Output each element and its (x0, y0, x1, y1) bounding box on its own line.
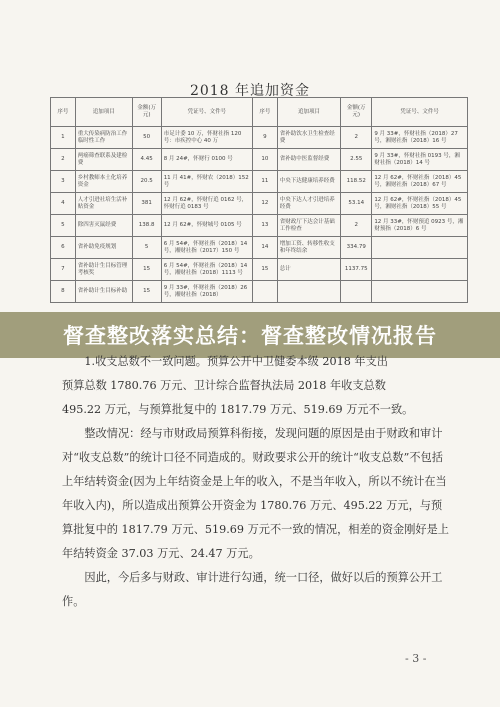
table-cell (372, 281, 468, 303)
fund-table (50, 97, 468, 303)
table-cell: 增加工资、转移性收支和年终结余 (277, 237, 340, 259)
table-cell: 11 月 41#，怀财农（2018）152 号 (161, 171, 252, 193)
table-cell: 2 (51, 149, 76, 171)
table-cell: 9 (253, 127, 278, 149)
table-cell: 12 月 62#，怀财社指（2018）45 号，湘财社指（2018）55 号 (372, 193, 468, 215)
table-cell: 14 (253, 237, 278, 259)
table-cell: 12 月 62#，怀财行追 0162 号，怀财行追 0183 号 (161, 193, 252, 215)
table-row (51, 281, 468, 303)
table-cell: 两癌筛查联系及建检费 (75, 149, 132, 171)
table-cell: 6 月 54#，怀财社指（2018）14 号，湘财社指（2018）1113 号 (161, 259, 252, 281)
table-cell: 12 月 62#，怀财社指（2018）45 号，湘财社指（2018）67 号 (372, 171, 468, 193)
table-cell: 334.79 (341, 237, 372, 259)
table-header-row (51, 98, 468, 127)
table-cell: 20.5 (132, 171, 161, 193)
issue-line: 495.22 万元，与预算批复中的 1817.79 万元、519.69 万元不一致。 (62, 403, 414, 416)
table-cell: 2.55 (341, 149, 372, 171)
table-row (51, 259, 468, 281)
table-row (51, 193, 468, 215)
table-cell (253, 281, 278, 303)
table-cell: 省补助免疫规划 (75, 237, 132, 259)
table-cell: 138.8 (132, 215, 161, 237)
header-cell: 凭证号、文件号 (161, 98, 252, 127)
table-cell: 9 月 33#，怀财社指（2018）27 号，湘财社指（2018）16 号 (372, 127, 468, 149)
table-cell: 118.52 (341, 171, 372, 193)
table-cell: 人才引进社培生活补贴资金 (75, 193, 132, 215)
header-cell: 金额(万元) (132, 98, 161, 127)
table-cell: 乡村教师本土化培养资金 (75, 171, 132, 193)
table-cell: 9 月 33#，怀财社指 0193 号，湘财社指（2018）14 号 (372, 149, 468, 171)
table-cell: 中央下达健康培养经费 (277, 171, 340, 193)
table-title: 2018 年追加资金 (189, 83, 311, 99)
table-cell: 13 (253, 215, 278, 237)
header-cell: 序号 (253, 98, 278, 127)
table-cell: 5 (51, 215, 76, 237)
table-cell: 12 (253, 193, 278, 215)
issue-heading: 1.收支总数不一致问题。预算公开中卫健委本级 2018 年支出 (84, 355, 388, 368)
table-cell: 省补助计生目标管理考核奖 (75, 259, 132, 281)
table-cell: 6 (51, 237, 76, 259)
header-cell: 追加项目 (277, 98, 340, 127)
report-body (62, 350, 452, 614)
table-cell: 重大传染病防治工作临时性工作 (75, 127, 132, 149)
table-cell: 中央下达人才引进培养经费 (277, 193, 340, 215)
table-cell: 15 (253, 259, 278, 281)
header-cell: 序号 (51, 98, 76, 127)
table-cell (341, 281, 372, 303)
page-number: - 3 - (405, 652, 427, 665)
table-cell: 1 (51, 127, 76, 149)
table-cell: 省补助饮水卫生检查经费 (277, 127, 340, 149)
table-row (51, 237, 468, 259)
table-cell: 3 (51, 171, 76, 193)
table-cell: 8 (51, 281, 76, 303)
table-cell: 9 月 33#，怀财社指（2018）26 号，湘财社指（2018） (161, 281, 252, 303)
table-cell: 381 (132, 193, 161, 215)
table-cell: 总计 (277, 259, 340, 281)
table-cell: 12 月 33#，怀财预追 0923 号，湘财预指（2018）6 号 (372, 215, 468, 237)
table-row (51, 215, 468, 237)
table-cell: 市足计委 10 万，怀财社指 120 号：市疾控中心 40 万 (161, 127, 252, 149)
table-cell (277, 281, 340, 303)
table-cell: 除四害灭鼠经费 (75, 215, 132, 237)
table-cell: 6 月 54#，怀财社指（2018）14 号，湘财社指（2017）150 号 (161, 237, 252, 259)
table-cell: 2 (341, 127, 372, 149)
banner-title: 督查整改落实总结：督查整改情况报告 (63, 324, 437, 348)
conclusion-paragraph: 因此，今后多与财政、审计进行勾通，统一口径，做好以后的预算公开工作。 (62, 571, 443, 608)
table-cell: 1137.75 (341, 259, 372, 281)
table-cell: 15 (132, 259, 161, 281)
table-row (51, 171, 468, 193)
table-cell: 2 (341, 215, 372, 237)
table-cell: 5 (132, 237, 161, 259)
issue-line: 预算总数 1780.76 万元、卫计综合监督执法局 2018 年收支总数 (62, 379, 386, 392)
header-cell: 凭证号、文件号 (372, 98, 468, 127)
table-row (51, 149, 468, 171)
table-cell: 省补助计生目标补助 (75, 281, 132, 303)
table-cell (372, 237, 468, 259)
table-cell: 4 (51, 193, 76, 215)
header-cell: 金额(万元) (341, 98, 372, 127)
table-cell: 7 (51, 259, 76, 281)
table-cell: 53.14 (341, 193, 372, 215)
table-cell: 省补助中医监督经费 (277, 149, 340, 171)
table-cell: 4.45 (132, 149, 161, 171)
table-cell: 11 (253, 171, 278, 193)
header-cell: 追加项目 (75, 98, 132, 127)
table-cell: 8 月 24#，怀财行 0100 号 (161, 149, 252, 171)
table-cell: 省财政厅下达会计基础工作检查 (277, 215, 340, 237)
table-cell: 12 月 62#，怀财城号 0105 号 (161, 215, 252, 237)
table-row (51, 127, 468, 149)
table-cell: 50 (132, 127, 161, 149)
table-cell: 10 (253, 149, 278, 171)
rectification-paragraph: 整改情况：经与市财政局预算科衔接，发现问题的原因是由于财政和审计对“收支总数”的统计口径不同造成的。财政要求公开的统计“收支总数”不包括上年结转资金(因为上年结资金是上年的收入，不是当年收入，所以不统计在当年收入内)，所以造成出预算公开资金为 1780.76 万元、495.22 万元，与预算批复中的 1817.79 万元、519.69 万元不一致的情况，相差的资金刚好是上年结转资金 37.03 万元、24.47 万元。 (62, 427, 449, 560)
table-cell (372, 259, 468, 281)
table-cell: 15 (132, 281, 161, 303)
